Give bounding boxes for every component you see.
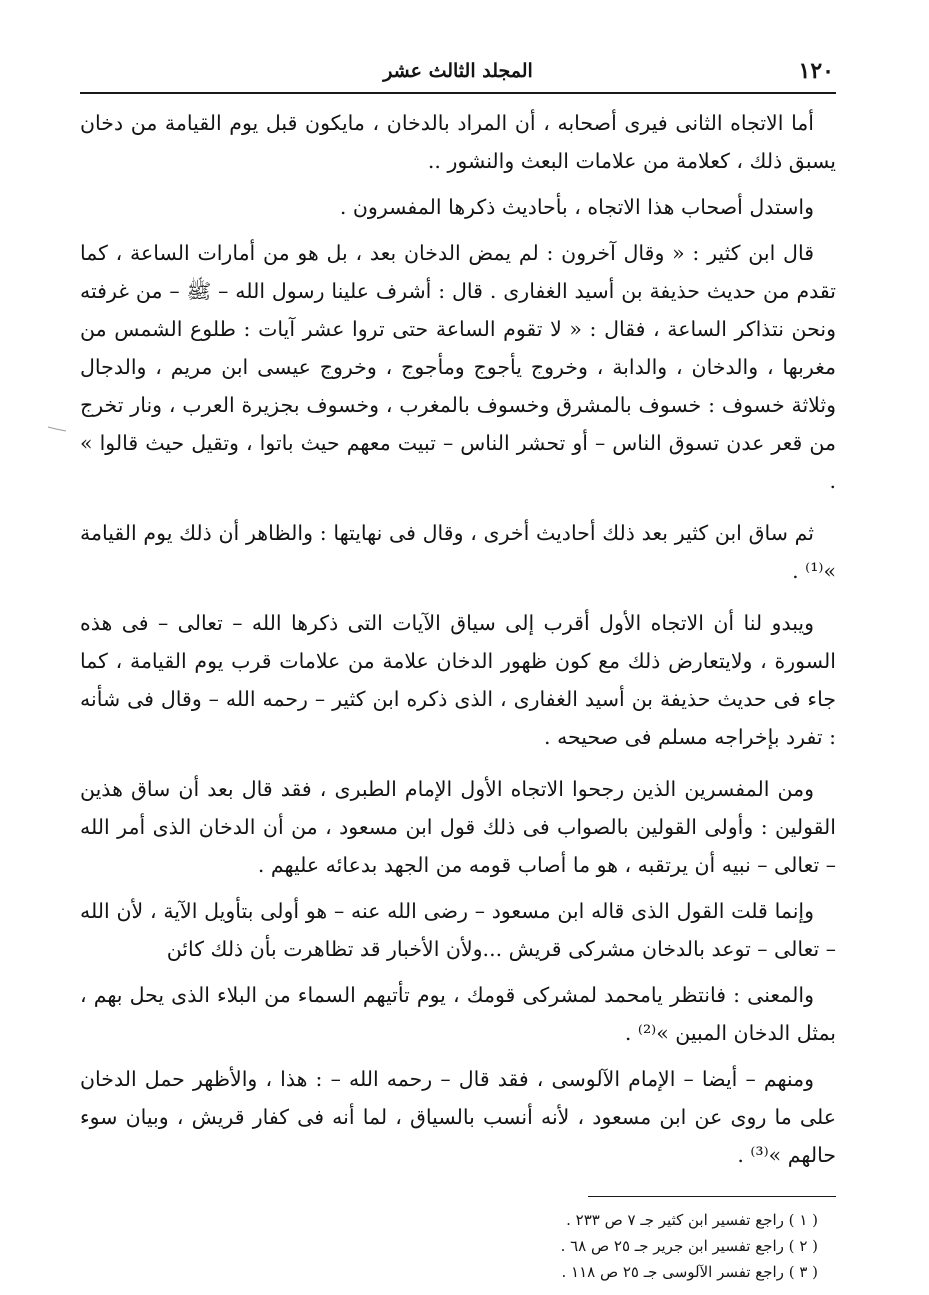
paragraph-ibn-kathir-conclusion: ثم ساق ابن كثير بعد ذلك أحاديث أخرى ، وقال فى نهايتها : والظاهر أن ذلك يوم القيامة »⁽¹⁾ . [80,521,836,583]
paragraph-alusi: ومنهم – أيضا – الإمام الآلوسى ، فقد قال – رحمه الله – : هذا ، والأظهر حمل الدخان على ما روى عن ابن مسعود ، لأنه أنسب بالسياق ، لما أنه فى كفار قريش ، وبيان سوء حالهم »⁽³⁾ . [80,1067,836,1167]
paragraph-ibn-kathir-quote: قال ابن كثير : « وقال آخرون : لم يمض الدخان بعد ، بل هو من أمارات الساعة ، كما تقدم من حديث حذيفة بن أسيد الغفارى . قال : أشرف علينا رسول الله – ﷺ – من غرفته ونحن نتذاكر الساعة ، فقال : « لا تقوم الساعة حتى تروا عشر آيات : طلوع الشمس من مغربها ، والدخان ، والدابة ، وخروج يأجوج ومأجوج ، وخروج عيسى ابن مريم ، والدجال وثلاثة خسوف : خسوف بالمشرق وخسوف بالمغرب ، وخسوف بجزيرة العرب ، ونار تخرج من قعر عدن تسوق الناس – أو تحشر الناس – تبيت معهم حيث باتوا ، وتقيل حيث قالوا » . [80,241,836,493]
body-text [80,104,836,1174]
page-number: ١٢٠ [798,58,834,84]
paragraph-second-view: أما الاتجاه الثانى فيرى أصحابه ، أن المراد بالدخان ، مايكون قبل يوم القيامة من دخان يسبق ذلك ، كعلامة من علامات البعث والنشور .. [80,111,836,173]
paragraph-ibn-masud: وإنما قلت القول الذى قاله ابن مسعود – رضى الله عنه – هو أولى بتأويل الآية ، لأن الله – تعالى – توعد بالدخان مشركى قريش ...ولأن الأخبار قد تظاهرت بأن ذلك كائن [80,899,836,961]
paragraph-evidence-intro: واستدل أصحاب هذا الاتجاه ، بأحاديث ذكرها المفسرون . [339,195,814,219]
footnote-3: ( ٣ ) راجع تفسر الآلوسى جـ ٢٥ ص ١١٨ . [561,1263,818,1281]
paragraph-author-view: ويبدو لنا أن الاتجاه الأول أقرب إلى سياق الآيات التى ذكرها الله – تعالى – فى هذه السورة ، ولايتعارض ذلك مع كون ظهور الدخان علامة من علامات قرب يوم القيامة ، كما جاء فى حديث حذيفة بن أسيد الغفارى ، الذى ذكره ابن كثير – رحمه الله – وقال فى شأنه : تفرد بإخراجه مسلم فى صحيحه . [80,611,836,749]
footnote-rule [588,1196,836,1197]
footnote-2: ( ٢ ) راجع تفسير ابن جرير جـ ٢٥ ص ٦٨ . [560,1237,818,1255]
paragraph-meaning: والمعنى : فانتظر يامحمد لمشركى قومك ، يوم تأتيهم السماء من البلاء الذى يحل بهم ، بمثل الدخان المبين »⁽²⁾ . [80,983,836,1045]
footnotes [80,1207,836,1285]
running-title: المجلد الثالث عشر [383,60,533,82]
footnote-1: ( ١ ) راجع تفسير ابن كثير جـ ٧ ص ٢٣٣ . [566,1211,818,1229]
margin-scratch-mark [46,424,72,434]
document-page [80,52,836,1285]
page-header [80,52,836,92]
paragraph-tabari: ومن المفسرين الذين رجحوا الاتجاه الأول الإمام الطبرى ، فقد قال بعد أن ساق هذين القولين : وأولى القولين بالصواب فى ذلك قول ابن مسعود ، من أن الدخان الذى أمر الله – تعالى – نبيه أن يرتقبه ، هو ما أصاب قومه من الجهد بدعائه عليهم . [80,777,836,877]
header-rule [80,92,836,94]
